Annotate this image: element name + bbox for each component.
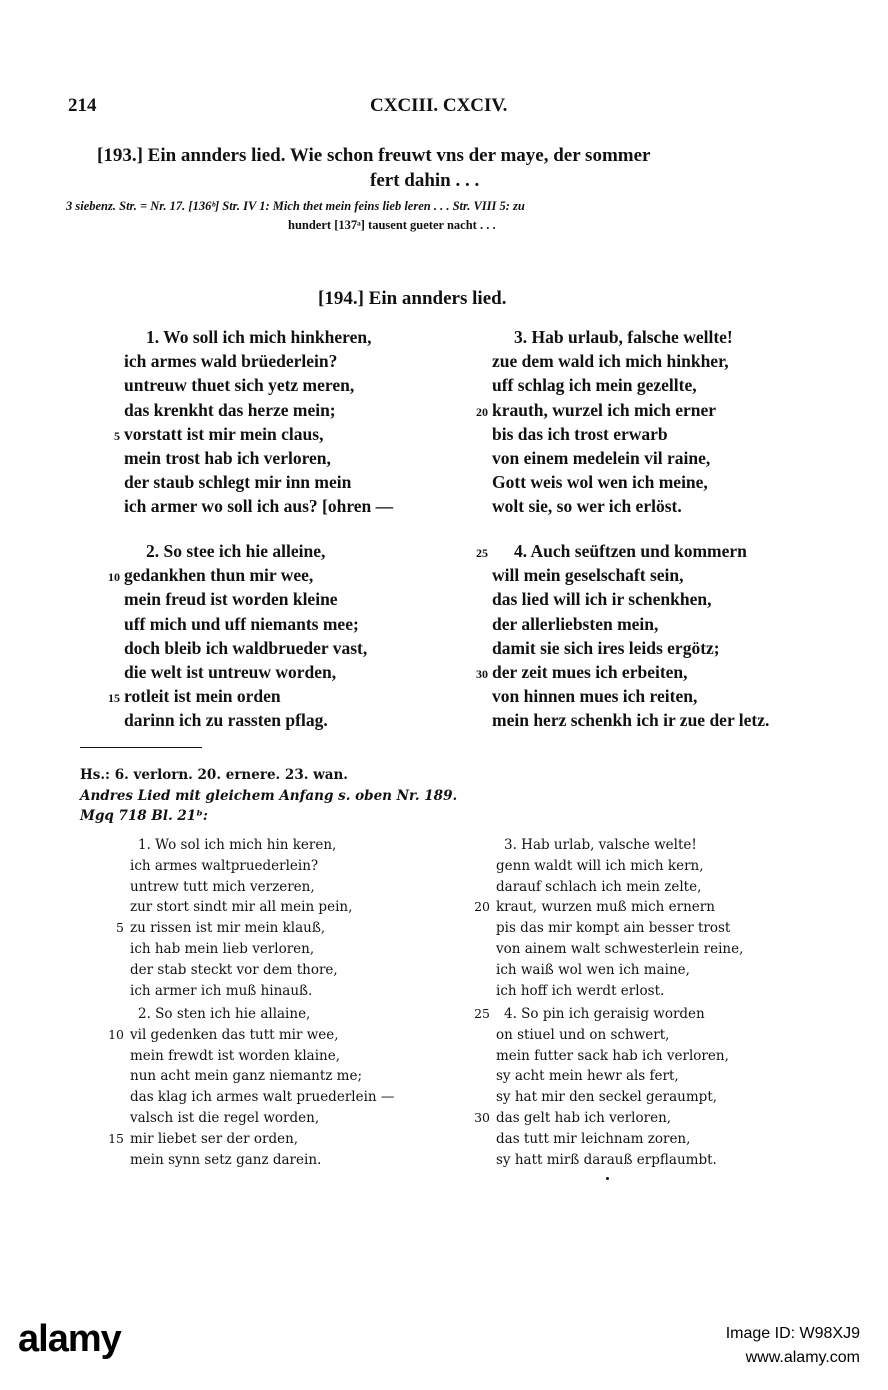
verse-line: 1. Wo soll ich mich hinkheren, (146, 327, 372, 347)
image-id: Image ID: W98XJ9 (725, 1325, 860, 1342)
line-number: 20 (476, 404, 488, 419)
verse-line: pis das mir kompt ain besser trost (496, 920, 731, 937)
verse-line: 30 der zeit mues ich erbeiten, (492, 660, 769, 684)
poem-right-stanza-3 (476, 325, 733, 519)
verse-line: sy hat mir den seckel geraumpt, (496, 1089, 718, 1106)
verse-line: 20 kraut, wurzen muß mich ernern (496, 897, 743, 918)
footnote-divider (80, 747, 202, 748)
verse-line: 2. So sten ich hie allaine, (138, 1006, 311, 1022)
verse-line: das tutt mir leichnam zoren, (496, 1130, 691, 1147)
line-number: 5 (116, 920, 124, 936)
verse-line: on stiuel und on schwert, (496, 1026, 670, 1043)
alamy-logo: alamy (18, 1318, 121, 1360)
verse-line: zur stort sindt mir all mein pein, (130, 899, 353, 916)
page-number: 214 (68, 95, 97, 116)
verse-line: sy acht mein hewr als fert, (496, 1068, 679, 1085)
image-id-block (726, 1322, 860, 1370)
verse-line: wolt sie, so wer ich erlöst. (492, 496, 682, 517)
verse-line: will mein geselschaft sein, (492, 565, 684, 586)
apparatus-line: Andres Lied mit gleichem Anfang s. oben Nr. 189. (80, 788, 458, 804)
verse-line: 5 vorstatt ist mir mein claus, (124, 422, 393, 446)
line-number: 15 (108, 691, 120, 706)
verse-line: das lied will ich ir schenkhen, (492, 589, 712, 610)
verse-line: zue dem wald ich mich hinkher, (492, 351, 729, 372)
verse-line: mein herz schenkh ich ir zue der letz. (492, 710, 770, 731)
verse-line: die welt ist untreuw worden, (124, 661, 337, 682)
verse-line: ich waiß wol wen ich maine, (496, 961, 690, 978)
verse-line: damit sie sich ires leids ergötz; (492, 637, 720, 658)
verse-line: 15 mir liebet ser der orden, (130, 1129, 394, 1150)
verse-line: von einem medelein vil raine, (492, 447, 711, 468)
line-number: 10 (108, 1026, 124, 1042)
verse-line: untreuw thuet sich yetz meren, (124, 375, 355, 396)
site-url: www.alamy.com (745, 1349, 860, 1366)
verse-line: doch bleib ich waldbrueder vast, (124, 637, 368, 658)
poem-left-stanza-1 (114, 325, 394, 519)
verse-line: nun acht mein ganz niemantz me; (130, 1068, 362, 1085)
line-number: 25 (476, 546, 488, 560)
entry-194-title: [194.] Ein annders lied. (318, 288, 507, 309)
verse-line: valsch ist die regel worden, (130, 1109, 320, 1126)
verse-line: mein freud ist worden kleine (124, 589, 338, 610)
verse-line: ich armes waltpruederlein? (130, 857, 319, 874)
verse-line: uff mich und uff niemants mee; (124, 613, 359, 634)
entry-193-title: [193.] Ein annders lied. Wie schon freuwt vns der maye, der sommer (97, 145, 651, 166)
verse-line: darauf schlach ich mein zelte, (496, 878, 702, 895)
verse-line: 3. Hab urlab, valsche welte! (504, 837, 697, 853)
line-number: 10 (108, 570, 120, 585)
verse-line: mein synn setz ganz darein. (130, 1151, 322, 1168)
verse-line: ich armes wald brüederlein? (124, 351, 338, 372)
verse-line: von ainem walt schwesterlein reine, (496, 940, 744, 957)
verse-line: von hinnen mues ich reiten, (492, 686, 698, 707)
line-number: 15 (108, 1130, 124, 1146)
verse-line: 25 4. Auch seüftzen und kommern (492, 539, 769, 563)
ink-dot (606, 1177, 609, 1180)
verse-line: ich hoff ich werdt erlost. (496, 982, 665, 999)
running-title: CXCIII. CXCIV. (370, 95, 508, 116)
verse-line: 1. Wo sol ich mich hin keren, (138, 837, 337, 853)
verse-line: ich hab mein lieb verloren, (130, 940, 315, 957)
verse-line: ich armer ich muß hinauß. (130, 982, 313, 999)
line-number: 25 (474, 1006, 490, 1021)
verse-line: genn waldt will ich mich kern, (496, 857, 704, 874)
verse-line: mein futter sack hab ich verloren, (496, 1047, 729, 1064)
verse-line: 2. So stee ich hie alleine, (146, 541, 326, 561)
variant-left-stanza-1 (116, 835, 353, 1001)
line-number: 30 (474, 1109, 490, 1125)
verse-line: sy hatt mirß darauß erpflaumbt. (496, 1151, 717, 1168)
verse-line: der staub schlegt mir inn mein (124, 472, 352, 493)
apparatus-line: Mgq 718 Bl. 21ᵇ: (80, 808, 208, 824)
verse-line: 5 zu rissen ist mir mein klauß, (130, 918, 352, 939)
verse-line: mein frewdt ist worden klaine, (130, 1047, 341, 1064)
verse-line: das krenkht das herze mein; (124, 399, 336, 420)
apparatus-line: Hs.: 6. verlorn. 20. ernere. 23. wan. (80, 767, 349, 783)
line-number: 20 (474, 899, 490, 915)
verse-line: 20 krauth, wurzel ich mich erner (492, 398, 733, 422)
entry-193-title-cont: fert dahin . . . (370, 170, 480, 191)
line-number: 30 (476, 666, 488, 681)
verse-line: der allerliebsten mein, (492, 613, 659, 634)
verse-line: mein trost hab ich verloren, (124, 447, 331, 468)
verse-line: Gott weis wol wen ich meine, (492, 472, 708, 493)
poem-left-stanza-2 (108, 539, 368, 733)
verse-line: untrew tutt mich verzeren, (130, 878, 315, 895)
verse-line: 30 das gelt hab ich verloren, (496, 1108, 729, 1129)
verse-line: 10 vil gedenken das tutt mir wee, (130, 1025, 394, 1046)
verse-line: das klag ich armes walt pruederlein — (130, 1089, 395, 1106)
verse-line: 25 4. So pin ich geraisig worden (496, 1004, 729, 1025)
verse-line: 3. Hab urlaub, falsche wellte! (514, 327, 733, 347)
verse-line: 10 gedankhen thun mir wee, (124, 563, 367, 587)
entry-193-note-cont: hundert [137ᵃ] tausent gueter nacht . . . (288, 218, 496, 232)
line-number: 5 (114, 428, 120, 443)
verse-line: der stab steckt vor dem thore, (130, 961, 338, 978)
poem-right-stanza-4 (476, 539, 770, 733)
variant-left-stanza-2 (108, 1004, 395, 1170)
entry-193-note: 3 siebenz. Str. = Nr. 17. [136ᵇ] Str. IV 1: Mich thet mein feins lieb leren . . . Str. VIII 5: zu (66, 199, 525, 213)
variant-right-stanza-3 (474, 835, 744, 1001)
verse-line: darinn ich zu rassten pflag. (124, 710, 328, 731)
verse-line: ich armer wo soll ich aus? [ohren — (124, 496, 394, 517)
verse-line: 15 rotleit ist mein orden (124, 684, 367, 708)
variant-right-stanza-4 (474, 1004, 729, 1170)
verse-line: bis das ich trost erwarb (492, 423, 668, 444)
verse-line: uff schlag ich mein gezellte, (492, 375, 697, 396)
